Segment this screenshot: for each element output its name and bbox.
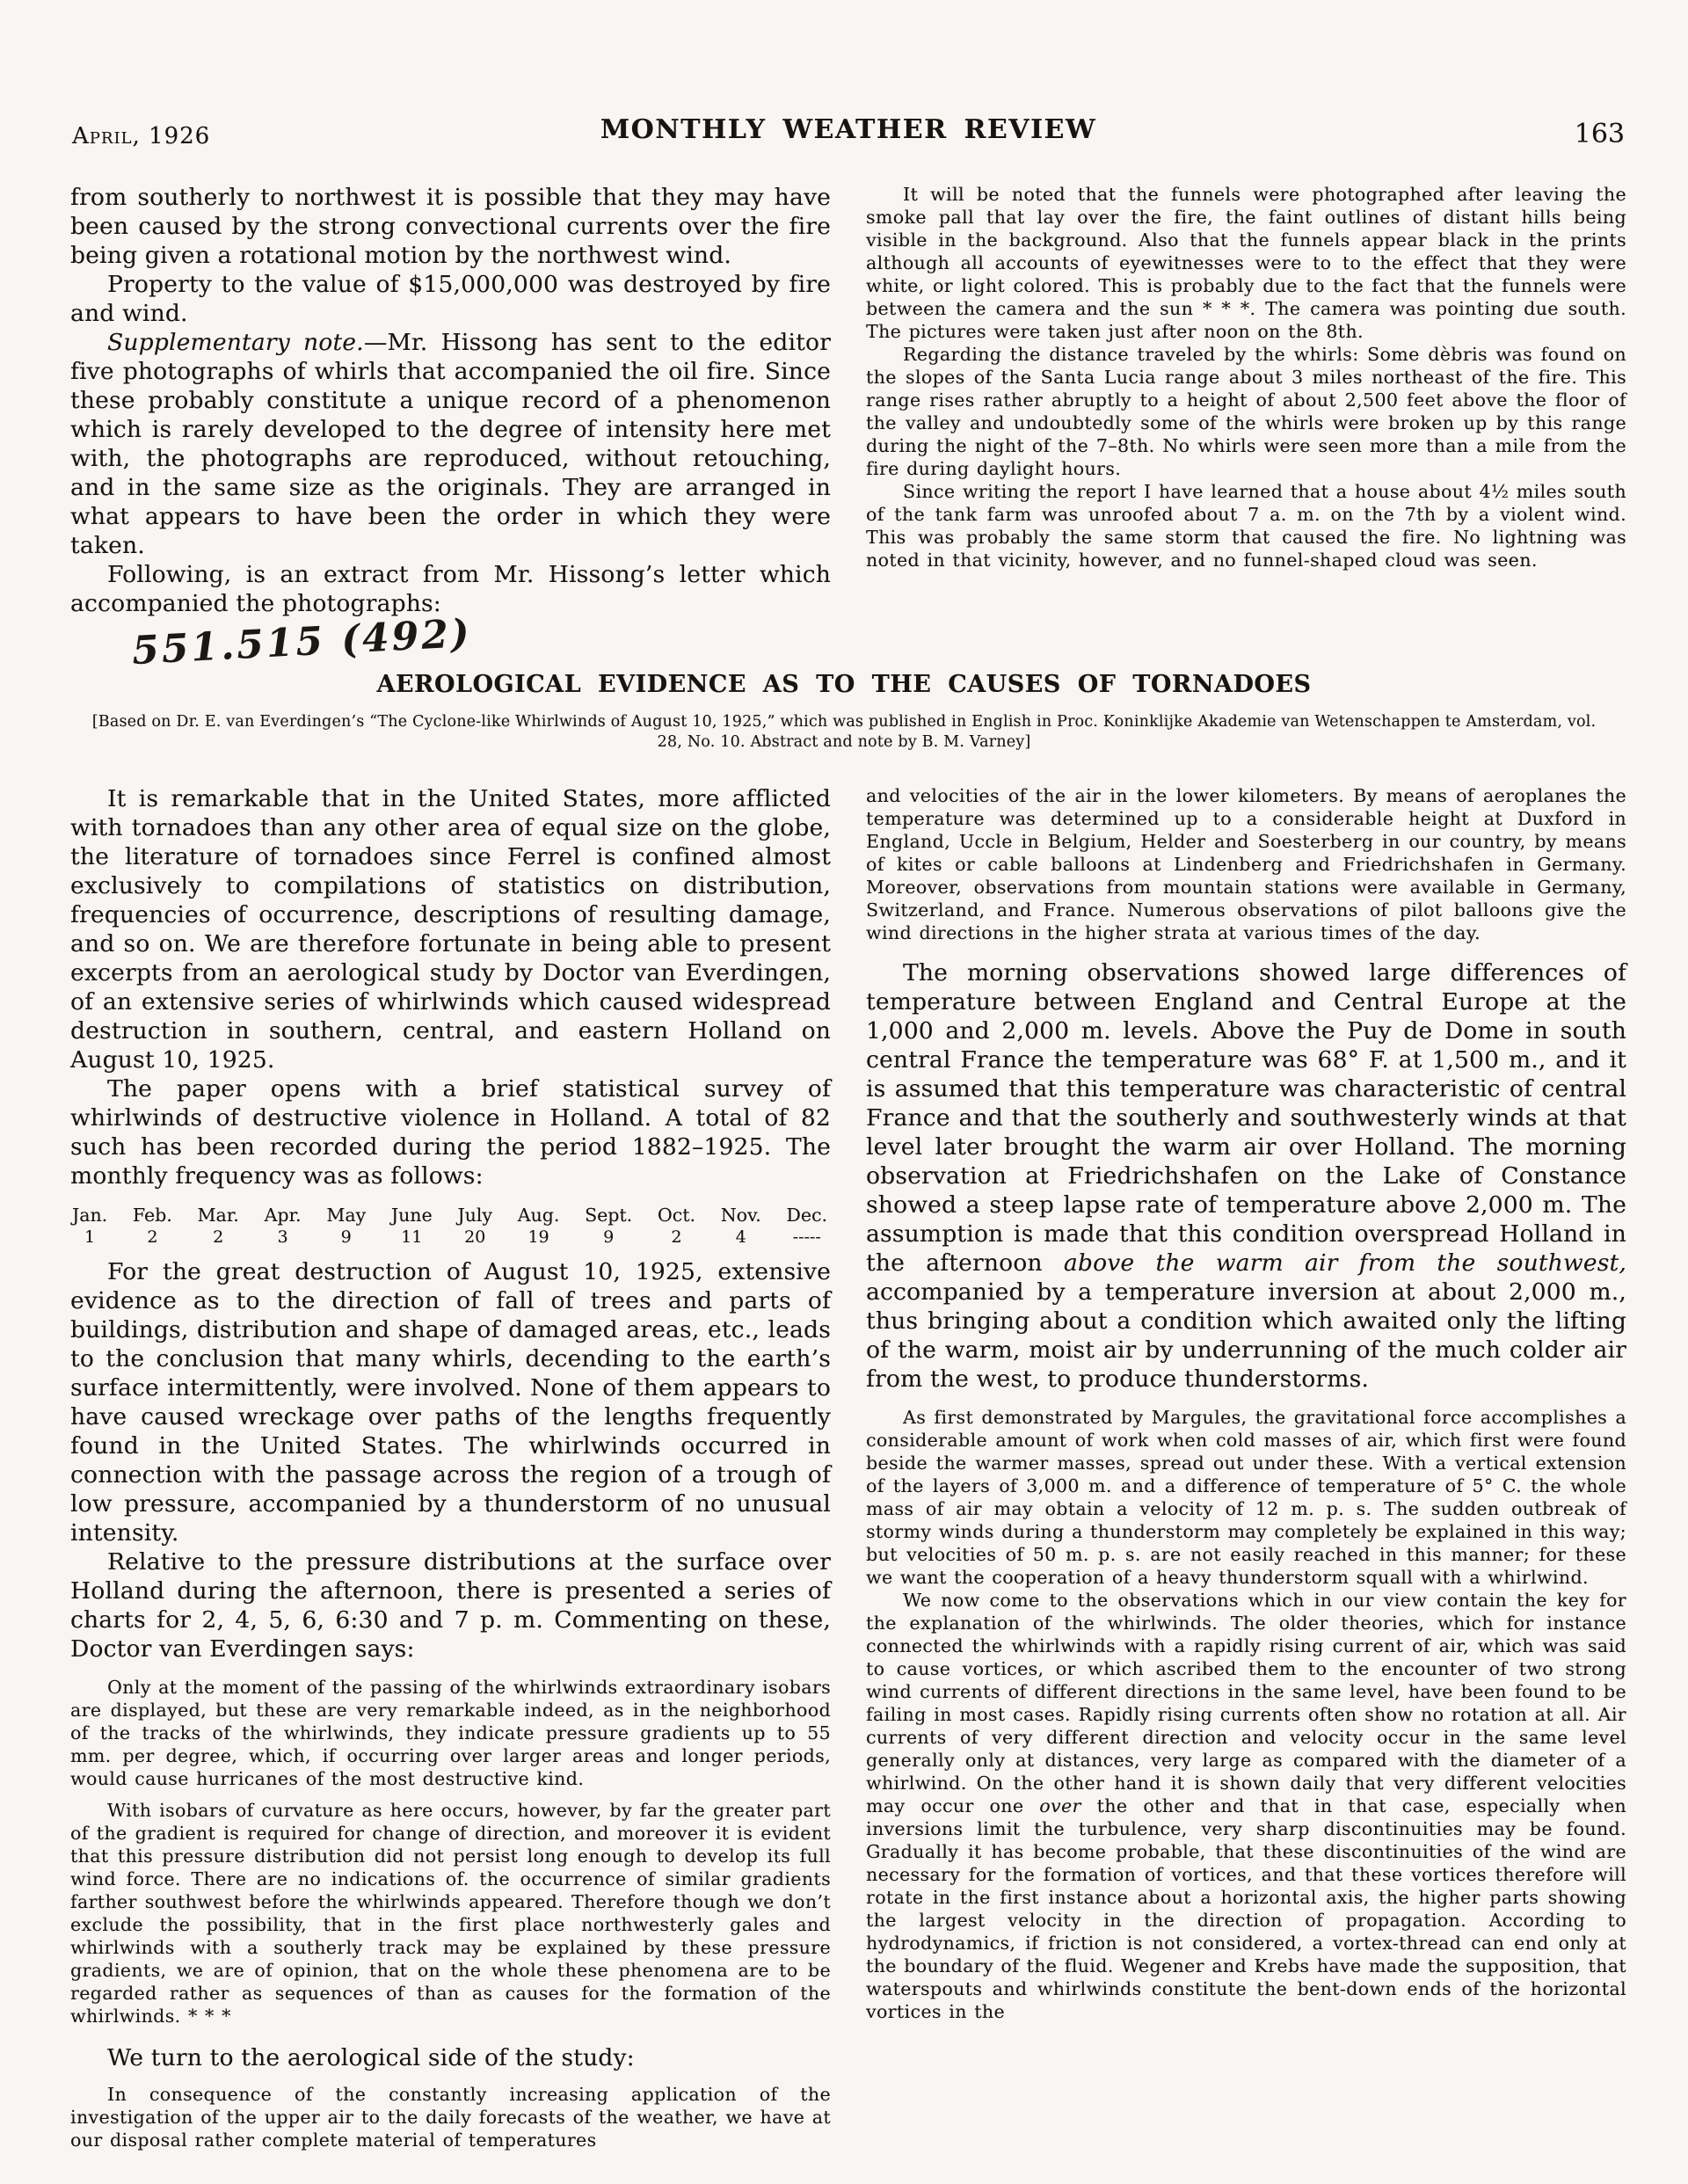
month-value: 9 — [340, 1227, 352, 1247]
frequency-cell — [265, 1205, 302, 1247]
frequency-cell — [133, 1205, 172, 1247]
letter-extract-paragraph: Regarding the distance traveled by the whirls: Some dèbris was found on the slopes of the Santa Lucia range about 3 miles northeast of the fire. This range rises rather abruptly to a height of about 2,500 feet above the floor of the valley and undoubtedly some of the whirls were broken up by this range during the night of the 7–8th. No whirls were seen more than a mile from the fire during daylight hours. — [866, 344, 1626, 479]
block-quote-paragraph: In consequence of the constantly increasing application of the investigation of the upper air to the daily forecasts of the weather, we have at our disposal rather complete material of temperatures — [70, 2084, 831, 2151]
article1-right-column — [866, 183, 1626, 618]
month-value: 9 — [603, 1227, 615, 1247]
frequency-cell — [721, 1205, 761, 1247]
month-label: Oct. — [657, 1205, 695, 1226]
month-label: June — [390, 1205, 433, 1226]
transition-line: We turn to the aerological side of the study: — [107, 2044, 635, 2071]
month-label: Dec. — [786, 1205, 827, 1226]
observations-text: We now come to the observations which in our view contain the key for the explanation of the whirlwinds. The older theories, which for instance connected the whirlwinds with a rapidly rising current of air, which was said to cause vortices, or which ascribed them to the encounter of two strong wind currents of different directions in the same level, have been found to be failing in most cases. Rapidly rising currents often show no rotation at all. Air currents of very different direction and velocity occur in the same level generally only at distances, very large as compared with the diameter of a whirlwind. On the other hand it is shown daily that very different velocities may occur one — [866, 1590, 1626, 1816]
month-value: 2 — [213, 1227, 224, 1247]
article2-columns — [70, 784, 1626, 2151]
frequency-cell — [585, 1205, 632, 1247]
frequency-cell — [326, 1205, 366, 1247]
paragraph: The paper opens with a brief statistical survey of whirlwinds of destructive violence in Holland. A total of 82 such has been recorded during the period 1882–1925. The monthly frequency was as follows: — [70, 1075, 831, 1190]
month-value: ----- — [792, 1227, 821, 1247]
month-label: Apr. — [264, 1205, 302, 1226]
supplementary-note-body: —Mr. Hissong has sent to the editor five photographs of whirls that accompanied the oil fire. Since these probably constitute a unique record of a phenomenon which is rarely developed to the degree of intensity here met with, the photographs are reproduced, without retouching, and in the same size as the originals. They are arranged in what appears to have been the order in which they were taken. — [70, 329, 831, 559]
supplementary-note-paragraph — [70, 328, 831, 560]
month-label: Nov. — [720, 1205, 761, 1226]
block-quote-paragraph — [866, 1589, 1626, 2023]
letter-extract-paragraph: Since writing the report I have learned that a house about 4½ miles south of the tank farm was unroofed about 7 a. m. on the 7th by a violent wind. This was probably the same storm that caused the fire. No lightning was noted in that vicinity, however, and no funnel-shaped cloud was seen. — [866, 481, 1626, 571]
emphasized-word: over — [1039, 1795, 1081, 1816]
article-title: AEROLOGICAL EVIDENCE AS TO THE CAUSES OF TORNADOES — [376, 671, 1312, 698]
block-quote-paragraph: Only at the moment of the passing of the whirlwinds extraordinary isobars are displayed, but these are very remarkable indeed, as in the neighborhood of the tracks of the whirlwinds, they indicate pressure gradients up to 55 mm. per degree, which, if occurring over larger areas and longer periods, would cause hurricanes of the most destructive kind. — [70, 1677, 831, 1789]
letter-extract-paragraph: It will be noted that the funnels were photographed after leaving the smoke pall that lay over the fire, the faint outlines of distant hills being visible in the background. Also that the funnels appear black in the prints although all accounts of eyewitnesses were to to the effect that they were white, or light colored. This is probably due to the fact that the funnels were between the camera and the sun * * *. The camera was pointing due south. The pictures were taken just after noon on the 8th. — [866, 184, 1626, 342]
section-heading — [0, 610, 1688, 753]
month-value: 19 — [528, 1227, 549, 1247]
frequency-cell — [518, 1205, 560, 1247]
morning-observations-text: accompanied by a temperature inversion at about 2,000 m., thus bringing about a condition which awaited only the lifting of the warm, moist air by underrunning of the much colder air from the west, to produce thunderstorms. — [866, 1278, 1626, 1393]
frequency-cell — [457, 1205, 492, 1247]
month-label: Jan. — [72, 1205, 108, 1226]
article2-right-column — [866, 784, 1626, 2151]
month-value: 2 — [147, 1227, 158, 1247]
paragraph: For the great destruction of August 10, 1925, extensive evidence as to the direction of fall of trees and parts of buildings, distribution and shape of damaged areas, etc., leads to the conclusion that many whirls, decending to the earth’s surface intermittently, were involved. None of them appears to have caused wreckage over paths of the lengths frequently found in the United States. The whirlwinds occurred in connection with the passage across the region of a trough of low pressure, accompanied by a thunderstorm of no unusual intensity. — [70, 1258, 831, 1547]
month-label: Aug. — [517, 1205, 560, 1226]
month-value: 1 — [84, 1227, 96, 1247]
month-value: 4 — [735, 1227, 746, 1247]
paragraph: Following, is an extract from Mr. Hissong’s letter which accompanied the photographs: — [70, 561, 831, 617]
block-quote-paragraph: As first demonstrated by Margules, the gravitational force accomplishes a considerable amount of work when cold masses of air, which first were found beside the warmer masses, spread out under these. With a vertical extension of the layers of 3,000 m. and a difference of temperature of 5° C. the whole mass of air may obtain a velocity of 12 m. p. s. The sudden outbreak of stormy winds during a thunderstorm may completely be explained in this way; but velocities of 50 m. p. s. are not easily reached in this manner; for these we want the cooperation of a heavy thunderstorm squall with a whirlwind. — [866, 1407, 1626, 1588]
month-label: May — [326, 1205, 367, 1226]
observations-text: the other and that in that case, especially when inversions limit the turbulence, very sharp discontinuities may be found. Gradually it has become probable, that these discontinuities of the wind are necessary for the formation of vortices, and that these vortices therefore will rotate in the first instance about a horizontal axis, the higher parts showing the largest velocity in the direction of propagation. According to hydrodynamics, if friction is not considered, a vortex-thread can end only at the boundary of the fluid. Wegener and Krebs have made the supposition, that waterspouts and whirlwinds constitute the bent-down ends of the horizontal vortices in the — [866, 1795, 1626, 2022]
article-citation: [Based on Dr. E. van Everdingen’s “The Cyclone-like Whirlwinds of August 10, 1925,” which was published in English in Proc. Koninklijke Akademie van Wetenschappen te Amsterdam, vol. 28, No. 10. Abstract and note by B. M. Varney] — [91, 713, 1597, 751]
article1-columns — [70, 183, 1626, 618]
article2-left-column — [70, 784, 831, 2151]
page-header — [70, 114, 1626, 151]
paragraph: It is remarkable that in the United States, more afflicted with tornadoes than any other area of equal size on the globe, the literature of tornadoes since Ferrel is confined almost exclusively to compilations of statistics on distribution, frequencies of occurrence, descriptions of resulting damage, and so on. We are therefore fortunate in being able to present excerpts from an aerological study by Doctor van Everdingen, of an extensive series of whirlwinds which caused widespread destruction in southern, central, and eastern Holland on August 10, 1925. — [70, 785, 831, 1074]
month-label: Sept. — [585, 1205, 633, 1226]
month-value: 11 — [401, 1227, 423, 1247]
month-value: 3 — [277, 1227, 288, 1247]
month-value: 2 — [671, 1227, 682, 1247]
morning-observations-text: The morning observations showed large differences of temperature between England and Central Europe at the 1,000 and 2,000 m. levels. Above the Puy de Dome in south central France the temperature was 68° F. at 1,500 m., and it is assumed that this temperature was characteristic of central France and that the southerly and southwesterly winds at that level later brought the warm air over Holland. The morning observation at Friedrichshafen on the Lake of Constance showed a steep lapse rate of temperature above 2,000 m. The assumption is made that this condition overspread Holland in the afternoon — [866, 959, 1626, 1277]
supplementary-note-lead: Supplementary note. — [107, 329, 364, 356]
frequency-cell — [198, 1205, 239, 1247]
paragraph: Property to the value of $15,000,000 was destroyed by fire and wind. — [70, 271, 831, 327]
frequency-cell — [786, 1205, 827, 1247]
block-quote-paragraph: With isobars of curvature as here occurs, however, by far the greater part of the gradient is required for change of direction, and moreover it is evident that this pressure distribution did not persist long enough to develop its full wind force. There are no indications of. the occurrence of similar gradients farther southwest before the whirlwinds appeared. Therefore though we don’t exclude the possibility, that in the first place northwesterly gales and whirlwinds with a southerly track may be explained by these pressure gradients, we are of opinion, that on the whole these phenomena are to be regarded rather as sequences of than as causes for the formation of the whirlwinds. * * * — [70, 1800, 831, 2027]
continuation-paragraph: from southerly to northwest it is possible that they may have been caused by the strong convectional currents over the fire being given a rotational motion by the northwest wind. — [70, 184, 831, 269]
handwritten-classification-number: 551.515 (492) — [130, 610, 473, 674]
paragraph: Relative to the pressure distributions at the surface over Holland during the afternoon, there is presented a series of charts for 2, 4, 5, 6, 6:30 and 7 p. m. Commenting on these, Doctor van Everdingen says: — [70, 1548, 831, 1663]
monthly-frequency-table — [72, 1205, 827, 1247]
page-number: 163 — [1574, 119, 1625, 149]
emphasized-phrase: above the warm air from the southwest, — [1063, 1249, 1626, 1277]
month-label: Mar. — [197, 1205, 239, 1226]
block-quote-continuation: and velocities of the air in the lower kilometers. By means of aeroplanes the temperature was determined up to a considerable height at Duxford in England, Uccle in Belgium, Helder and Soesterberg in our country, by means of kites or cable balloons at Lindenberg and Friedrichshafen in Germany. Moreover, observations from mountain stations were available in Germany, Switzerland, and France. Numerous observations of pilot balloons give the wind directions in the higher strata at various times of the day. — [866, 785, 1626, 943]
month-value: 20 — [464, 1227, 486, 1247]
journal-title: MONTHLY WEATHER REVIEW — [600, 114, 1097, 145]
month-label: July — [457, 1205, 492, 1226]
frequency-cell — [72, 1205, 107, 1247]
paragraph — [866, 958, 1626, 1394]
frequency-cell — [391, 1205, 433, 1247]
frequency-cell — [658, 1205, 695, 1247]
article1-left-column — [70, 183, 831, 618]
issue-date: April, 1926 — [72, 123, 211, 149]
month-label: Feb. — [132, 1205, 172, 1226]
